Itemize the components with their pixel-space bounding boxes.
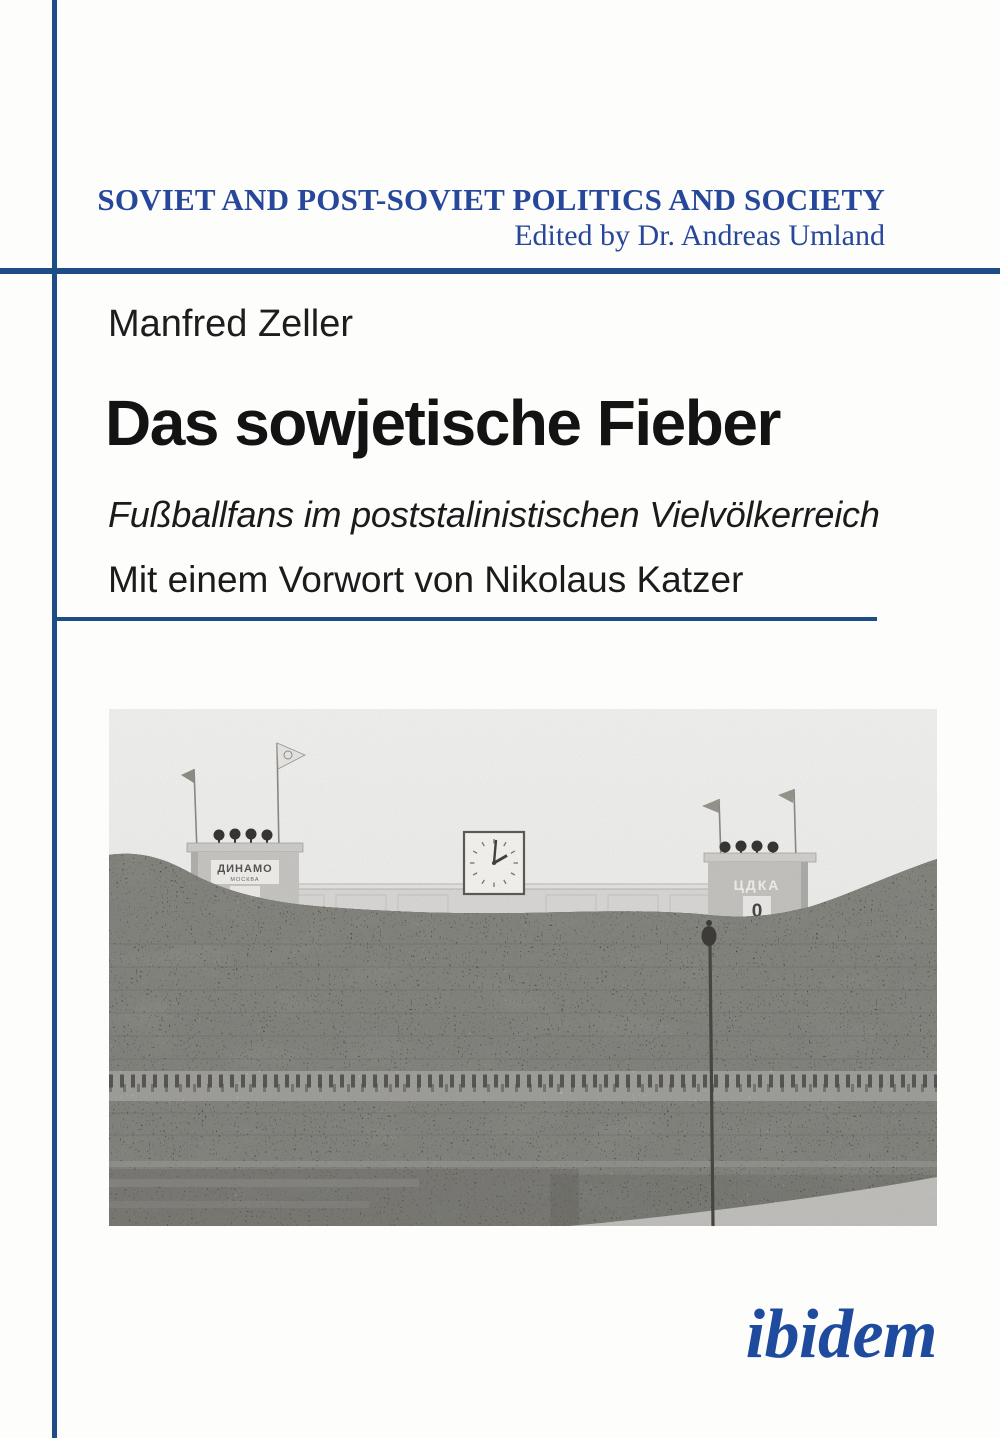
scoreboard-left-club: ДИНАМО	[217, 863, 273, 875]
photo-grain	[109, 709, 937, 1226]
scoreboard-right-club: ЦДКА	[733, 877, 781, 893]
middle-horizontal-rule	[55, 617, 877, 621]
cover-photo-stadium-crowd	[109, 709, 937, 1226]
series-editor-line: Edited by Dr. Andreas Umland	[514, 219, 885, 253]
scoreboard-left-city: МОСКВА	[230, 877, 260, 883]
book-title: Das sowjetische Fieber	[105, 387, 780, 459]
series-header	[97, 183, 885, 252]
foreword-line: Mit einem Vorwort von Nikolaus Katzer	[108, 559, 744, 600]
vertical-rule	[52, 0, 57, 1438]
stadium-photo-graphic	[109, 709, 937, 1226]
book-subtitle: Fußballfans im poststalinistischen Vielvölkerreich	[108, 494, 880, 535]
top-horizontal-rule	[0, 268, 1000, 274]
scoreboard-right-score: 0	[751, 901, 763, 922]
series-title: SOVIET AND POST-SOVIET POLITICS AND SOCIETY	[97, 182, 885, 217]
publisher-logo: ibidem	[745, 1296, 937, 1373]
author-name: Manfred Zeller	[108, 303, 353, 345]
